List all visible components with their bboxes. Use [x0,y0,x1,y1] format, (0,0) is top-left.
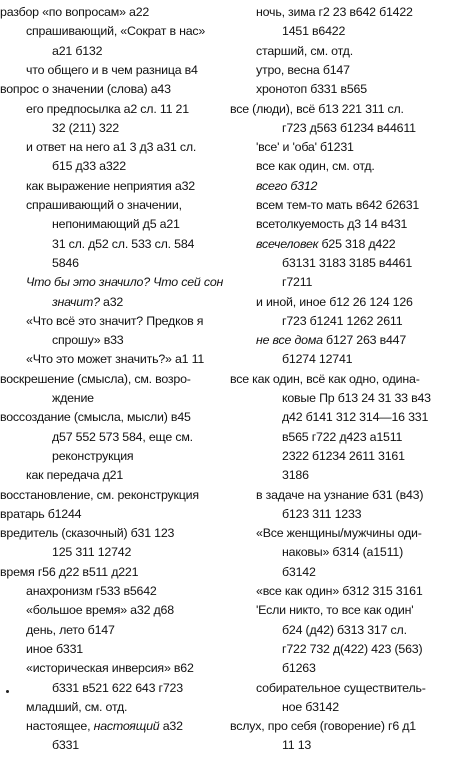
index-line: и иной, иное б12 26 124 126 [256,294,413,309]
index-line: ковые Пр б13 24 31 33 в43 [282,391,431,405]
index-line: все (люди), всё б13 221 311 сл. [230,101,404,116]
index-line: и ответ на него а1 3 д3 а31 сл. [26,140,197,155]
index-line: г723 д563 б1234 в44611 [282,120,416,135]
index-line: младший, см. отд. [26,699,128,714]
index-line: г7211 [282,275,313,290]
index-line: всечеловек б25 318 д422 [256,236,396,251]
index-line: как выражение неприятия а32 [26,178,195,193]
index-line: восстановление, см. реконструкция [0,487,199,502]
index-line: воссоздание (смысла, мысли) в45 [0,410,191,425]
index-line: вратарь б1244 [0,506,82,521]
index-line: все как один, всё как одно, одина- [230,371,420,386]
index-line: «все как один» б312 315 3161 [256,584,423,598]
index-line: ное б3142 [282,699,339,714]
index-line: наковы» б314 (а1511) [282,545,404,560]
index-line: б24 (д42) б313 317 сл. [282,622,407,637]
index-line: разбор «по вопросам» а22 [0,5,150,19]
index-line: б331 в521 622 643 г723 [52,680,183,695]
index-line: день, лето б147 [26,622,115,637]
margin-dot [6,690,9,693]
index-line: в задаче на узнание б31 (в43) [256,487,424,502]
index-line: а21 б132 [52,43,103,58]
index-line: вслух, про себя (говорение) г6 д1 [230,719,416,734]
index-line: время г56 д22 в511 д221 [0,564,139,579]
index-line: спрашивающий, «Сократ в нас» [26,24,206,39]
index-line: воскрешение (смысла), см. возро- [0,371,191,386]
index-line: б331 [52,738,79,753]
index-line: его предпосылка а2 сл. 11 21 [26,101,189,116]
index-line: б3131 3183 3185 в4461 [282,255,413,270]
index-line: г722 732 д(422) 423 (563) [282,641,423,656]
index-line: не все дома б127 263 в447 [256,333,407,348]
index-line: в565 г722 д423 а1511 [282,429,403,444]
index-line: 125 311 12742 [52,545,132,560]
index-line: б1263 [282,661,316,676]
index-line: всем тем-то мать в642 б2631 [256,198,420,212]
index-line: «Что всё это значит? Предков я [26,313,204,328]
index-line: 5846 [52,255,79,270]
index-line: вредитель (сказочный) б31 123 [0,526,175,541]
index-line: анахронизм г533 в5642 [26,584,157,598]
index-line: б123 311 1233 [282,506,362,521]
index-line: «большое время» а32 д68 [26,603,174,618]
index-line: «историческая инверсия» в62 [26,661,194,676]
index-line: все как один, см. отд. [256,159,375,174]
index-line: б1274 12741 [282,352,353,367]
index-line: д57 552 573 584, еще см. [52,429,193,444]
index-line: хронотоп б331 в565 [256,82,367,97]
index-line: «Что это может значить?» а1 11 [26,352,205,367]
index-line: «Все женщины/мужчины оди- [256,526,422,541]
index-line: старший, см. отд. [256,43,353,58]
index-line: 32 (211) 322 [52,120,119,135]
index-line: Что бы это значило? Что сей сон [26,275,224,290]
index-line: спрашивающий о значении, [26,198,182,212]
index-line: иное б331 [26,641,83,656]
index-line: 'Если никто, то все как один' [256,603,414,618]
index-line: реконструкция [52,448,134,463]
index-line: утро, весна б147 [256,62,350,77]
index-line: непонимающий д5 а21 [52,217,180,232]
index-line: б15 д33 а322 [52,159,126,174]
index-line: 2322 б1234 2611 3161 [282,448,405,463]
index-line: 31 сл. д52 сл. 533 сл. 584 [52,236,195,251]
index-line: ночь, зима г2 23 в642 б1422 [256,5,413,19]
index-line: спрошу» в33 [52,333,124,348]
index-line: собирательное существитель- [256,680,426,695]
index-line: что общего и в чем разница в4 [26,62,198,77]
index-line: всетолкуемость д3 14 в431 [256,217,408,232]
index-line: всего б312 [256,178,318,193]
index-line: настоящее, настоящий а32 [26,719,183,734]
index-line: г723 б1241 1262 2611 [282,313,403,328]
index-line: 'все' и 'оба' б1231 [256,140,354,155]
index-line: 1451 в6422 [282,24,346,39]
index-line: вопрос о значении (слова) а43 [0,82,171,97]
index-line: б3142 [282,564,316,579]
index-line: как передача д21 [26,468,124,483]
index-line: д42 б141 312 314—16 331 [282,410,429,425]
index-line: 3186 [282,468,309,483]
index-line: ждение [52,391,94,405]
index-line: 11 13 [282,738,312,753]
index-line: значит? а32 [52,294,124,309]
